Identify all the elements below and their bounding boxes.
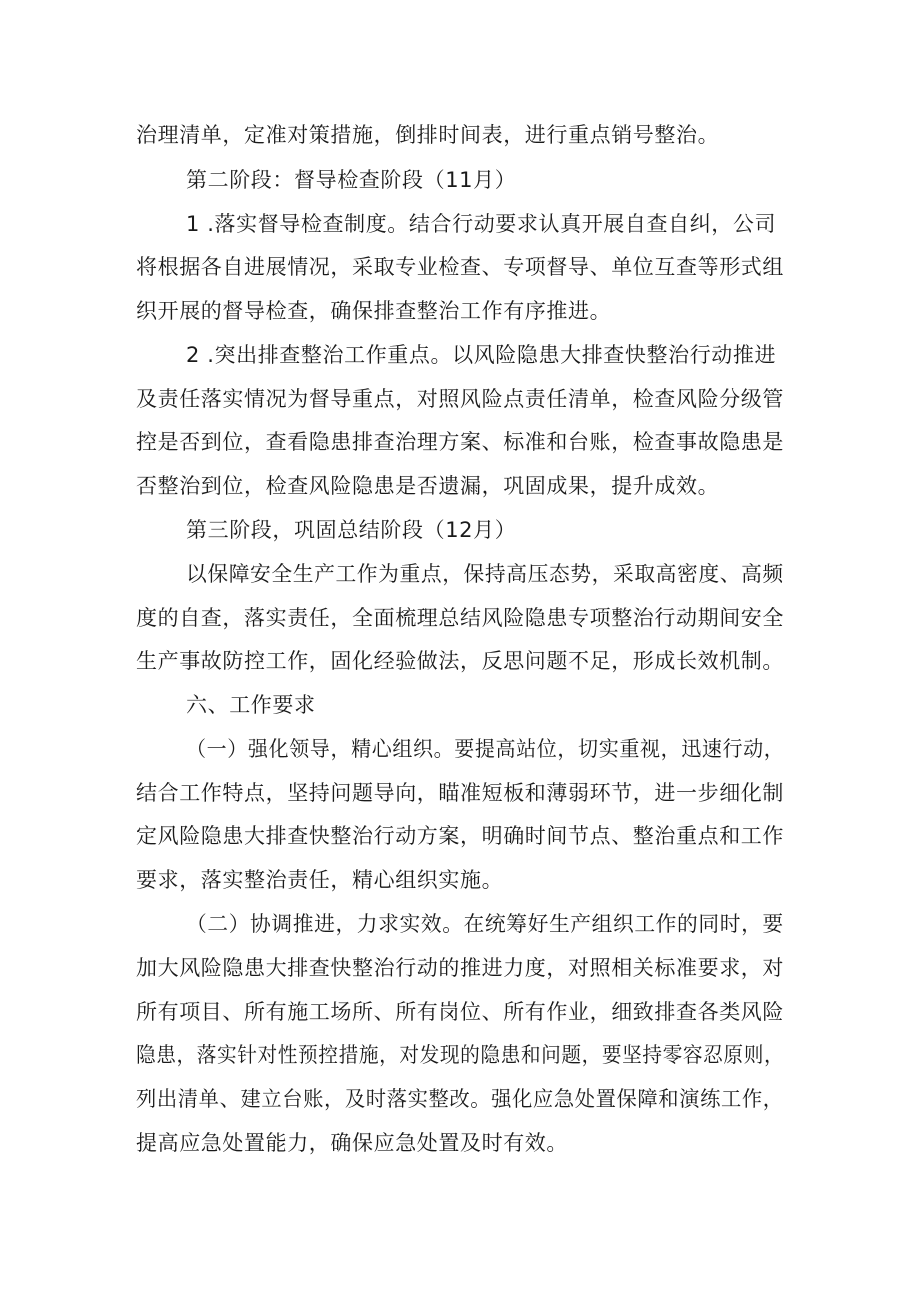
paragraph-line: 否整治到位，检查风险隐患是否遗漏，巩固成果，提升成效。 xyxy=(136,474,720,498)
paragraph-line: 定风险隐患大排查快整治行动方案，明确时间节点、整治重点和工作 xyxy=(136,824,784,848)
paragraph-line: 度的自查，落实责任，全面梳理总结风险隐患专项整治行动期间安全 xyxy=(136,606,784,630)
paragraph-line: 生产事故防控工作，固化经验做法，反思问题不足，形成长效机制。 xyxy=(136,649,784,673)
paragraph-line: 所有项目、所有施工场所、所有岗位、所有作业，细致排查各类风险 xyxy=(136,1000,784,1024)
paragraph-line: 织开展的督导检查，确保排查整治工作有序推进。 xyxy=(136,299,612,323)
paragraph-line: 及责任落实情况为督导重点，对照风险点责任清单，检查风险分级管 xyxy=(136,387,784,411)
paragraph-line: （二）协调推进，力求实效。在统筹好生产组织工作的同时，要 xyxy=(186,912,784,936)
paragraph-line: 提高应急处置能力，确保应急处置及时有效。 xyxy=(136,1131,568,1155)
paragraph-line: 以保障安全生产工作为重点，保持高压态势，采取高密度、高频 xyxy=(186,562,784,586)
section-heading-work-requirements: 六、工作要求 xyxy=(186,693,316,717)
section-heading-stage-three: 第三阶段，巩固总结阶段（12月） xyxy=(186,518,517,542)
paragraph-line: 加大风险隐患大排查快整治行动的推进力度，对照相关标准要求，对 xyxy=(136,956,784,980)
paragraph-line: 隐患，落实针对性预控措施，对发现的隐患和问题，要坚持零容忍原则， xyxy=(136,1043,785,1067)
paragraph-line: 控是否到位，查看隐患排查治理方案、标准和台账，检查事故隐患是 xyxy=(136,430,784,454)
paragraph-line: 列出清单、建立台账，及时落实整改。强化应急处置保障和演练工作， xyxy=(136,1087,784,1111)
paragraph-line: 结合工作特点，坚持问题导向，瞄准短板和薄弱环节，进一步细化制 xyxy=(136,781,784,805)
section-heading-stage-two: 第二阶段：督导检查阶段（11月） xyxy=(186,168,517,192)
paragraph-line: 治理清单，定准对策措施，倒排时间表，进行重点销号整治。 xyxy=(136,123,720,147)
paragraph-line: 1 .落实督导检查制度。结合行动要求认真开展自查自纠，公司 xyxy=(186,212,777,236)
paragraph-line: 将根据各自进展情况，采取专业检查、专项督导、单位互查等形式组 xyxy=(136,255,784,279)
paragraph-line: 2 .突出排查整治工作重点。以风险隐患大排查快整治行动推进 xyxy=(186,343,777,367)
paragraph-line: （一）强化领导，精心组织。要提高站位，切实重视，迅速行动， xyxy=(186,737,785,761)
paragraph-line: 要求，落实整治责任，精心组织实施。 xyxy=(136,868,504,892)
